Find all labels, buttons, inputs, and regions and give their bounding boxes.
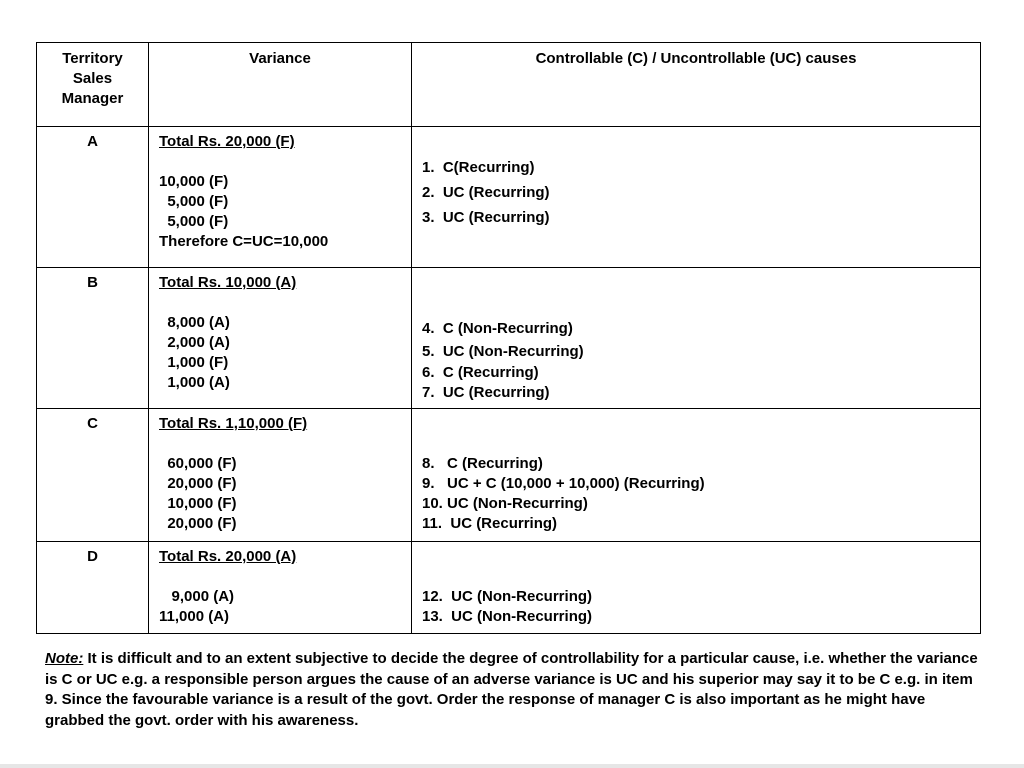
header-variance: [149, 43, 412, 127]
variance-cell: [149, 409, 412, 542]
variance-item: 2,000 (A): [159, 334, 230, 351]
table-row: [37, 268, 981, 409]
variance-item: 5,000 (F): [159, 213, 229, 230]
cause-item: 1. C(Recurring): [422, 159, 535, 176]
variance-item: 20,000 (F): [159, 475, 237, 492]
variance-cell: [149, 127, 412, 268]
variance-item: 1,000 (A): [159, 374, 230, 391]
manager-cell: [37, 127, 149, 268]
variance-item: 1,000 (F): [159, 354, 229, 371]
header-causes: [412, 43, 981, 127]
manager-label: A: [87, 133, 98, 150]
header-variance-label: Variance: [249, 50, 311, 67]
variance-cell: [149, 542, 412, 634]
cause-item: 11. UC (Recurring): [422, 515, 558, 532]
cause-item: 12. UC (Non-Recurring): [422, 588, 593, 605]
manager-label: C: [87, 415, 98, 432]
cause-item: 4. C (Non-Recurring): [422, 320, 573, 337]
variance-total: Total Rs. 1,10,000 (F): [159, 415, 308, 432]
variance-total: Total Rs. 20,000 (A): [159, 548, 297, 565]
manager-cell: [37, 268, 149, 409]
variance-conclusion: Therefore C=UC=10,000: [159, 233, 329, 250]
slide-bottom-edge: [0, 764, 1024, 768]
variance-item: 10,000 (F): [159, 173, 229, 190]
header-causes-label: Controllable (C) / Uncontrollable (UC) causes: [535, 50, 857, 67]
cause-item: 10. UC (Non-Recurring): [422, 495, 588, 512]
variance-cell: [149, 268, 412, 409]
cause-item: 7. UC (Recurring): [422, 384, 550, 401]
causes-cell: [412, 409, 981, 542]
variance-item: 20,000 (F): [159, 515, 237, 532]
variance-total: Total Rs. 10,000 (A): [159, 274, 297, 291]
cause-item: 5. UC (Non-Recurring): [422, 343, 584, 360]
variance-item: 9,000 (A): [159, 588, 235, 605]
cause-item: 8. C (Recurring): [422, 455, 543, 472]
note-text: It is difficult and to an extent subjective to decide the degree of controllability for a particular cause, i.e. whether the variance is C or UC e.g. a responsible person argues the cause of an adverse variance is UC and his superior may say it to be C e.g. in item 9. Since the favourable variance is a result of the govt. Order the response of manager C is also important as he might have grabbed the govt. order with his awareness.: [45, 650, 978, 729]
variance-item: 8,000 (A): [159, 314, 230, 331]
table-row: [37, 127, 981, 268]
variance-item: 60,000 (F): [159, 455, 237, 472]
manager-label: B: [87, 274, 98, 291]
variance-analysis-table: [36, 42, 981, 634]
variance-item: 10,000 (F): [159, 495, 237, 512]
header-manager: [37, 43, 149, 127]
cause-item: 13. UC (Non-Recurring): [422, 608, 593, 625]
causes-cell: [412, 268, 981, 409]
cause-item: 3. UC (Recurring): [422, 209, 550, 226]
table-row: [37, 542, 981, 634]
manager-label: D: [87, 548, 98, 565]
variance-total: Total Rs. 20,000 (F): [159, 133, 295, 150]
causes-cell: [412, 542, 981, 634]
variance-item: 5,000 (F): [159, 193, 229, 210]
table-row: [37, 409, 981, 542]
causes-cell: [412, 127, 981, 268]
footnote: [45, 649, 985, 731]
manager-cell: [37, 409, 149, 542]
variance-item: 11,000 (A): [159, 608, 230, 625]
cause-item: 2. UC (Recurring): [422, 184, 550, 201]
table-header-row: [37, 43, 981, 127]
cause-item: 9. UC + C (10,000 + 10,000) (Recurring): [422, 475, 705, 492]
header-manager-label: Territory Sales Manager: [61, 50, 124, 107]
note-label: Note:: [45, 650, 84, 667]
cause-item: 6. C (Recurring): [422, 364, 539, 381]
manager-cell: [37, 542, 149, 634]
